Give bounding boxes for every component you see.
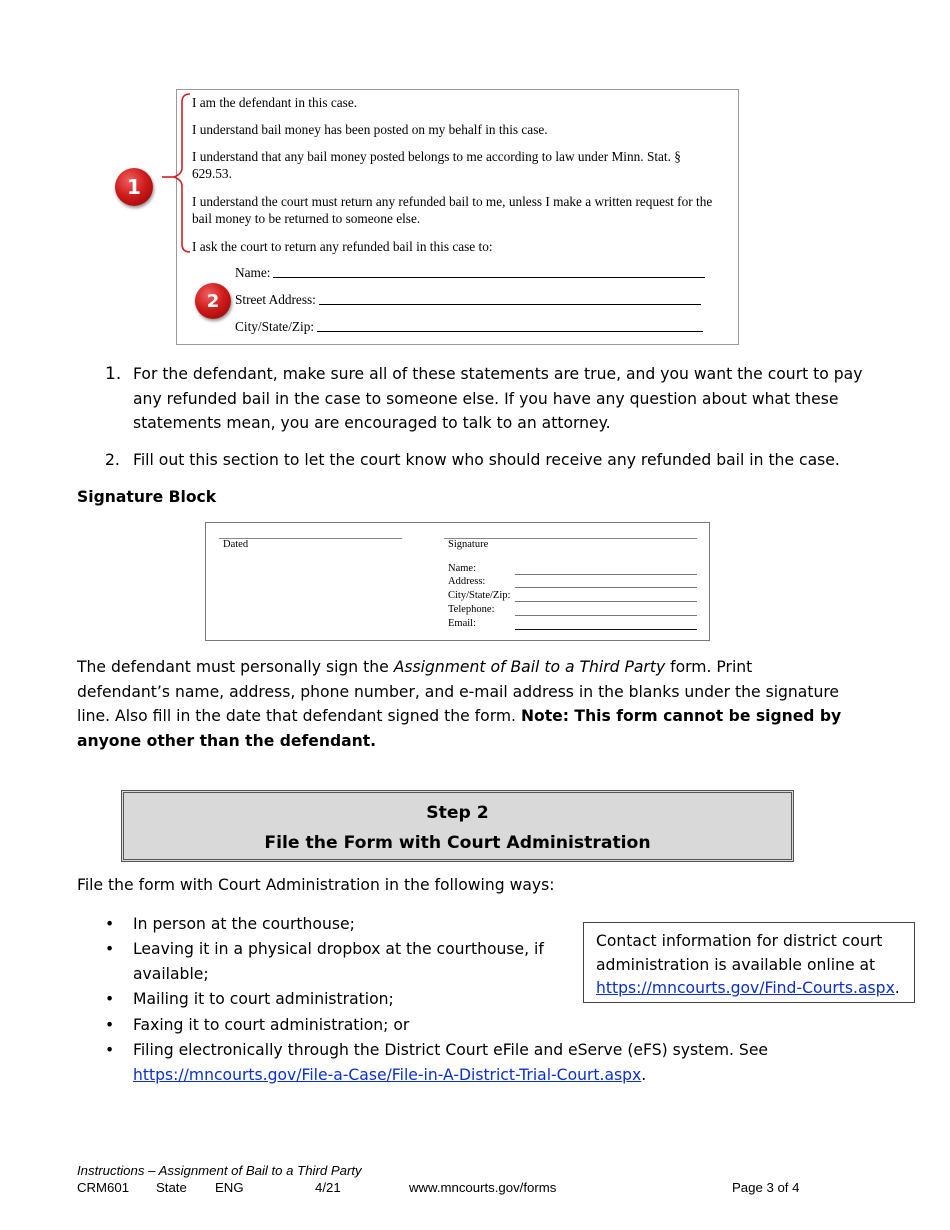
statement-court-return: I understand the court must return any refunded bail to me, unless I make a written request for the bail money to be returned to someone else. — [192, 194, 713, 226]
find-courts-link[interactable]: https://mncourts.gov/Find-Courts.aspx — [596, 979, 895, 997]
instruction-item-2 — [105, 448, 865, 473]
file-method-5-link-line — [133, 1063, 833, 1088]
footer-date: 4/21 — [315, 1180, 341, 1195]
bullet-5: • — [105, 1041, 115, 1059]
bullet-4: • — [105, 1016, 115, 1034]
file-method-2-text: Leaving it in a physical dropbox at the courthouse, if available; — [133, 940, 544, 983]
item-2-text: Fill out this section to let the court know who should receive any refunded bail in the case. — [133, 451, 840, 469]
footer-state: State — [156, 1180, 187, 1195]
file-method-3-text: Mailing it to court administration; — [133, 990, 394, 1008]
footer-title: Instructions – Assignment of Bail to a Third Party — [77, 1163, 362, 1178]
bullet-2: • — [105, 940, 115, 958]
street-field-row — [235, 292, 701, 308]
statement-bail-posted: I understand bail money has been posted on my behalf in this case. — [192, 122, 548, 137]
step-2-banner — [121, 790, 794, 862]
form-name: Assignment of Bail to a Third Party — [393, 658, 666, 676]
street-label: Street Address: — [235, 292, 316, 307]
statement-bail-belongs: I understand that any bail money posted belongs to me according to law under Minn. Stat. § 629.53. — [192, 149, 681, 181]
signature-block-heading: Signature Block — [77, 488, 217, 506]
footer-page-number: Page 3 of 4 — [732, 1180, 800, 1195]
sig-name-label: Name: — [448, 563, 476, 574]
statement-defendant: I am the defendant in this case. — [192, 95, 358, 110]
file-method-5-text: Filing electronically through the District Court eFile and eServe (eFS) system. See — [133, 1041, 769, 1059]
sig-city-label: City/State/Zip: — [448, 590, 511, 601]
sign-note: Note: This form cannot be signed by anyone other than the defendant. — [77, 707, 842, 750]
callout-badge-2: 2 — [195, 283, 231, 319]
item-1-text: For the defendant, make sure all of these statements are true, and you want the court to pay any refunded bail in the case to someone else. If you have any question about what these statements mean, you are encouraged to talk to an attorney. — [133, 365, 863, 432]
bullet-3: • — [105, 990, 115, 1008]
sign-text-part1: The defendant must personally sign the — [77, 658, 394, 676]
callout-badge-1: 1 — [115, 168, 153, 206]
footer-website: www.mncourts.gov/forms — [409, 1180, 557, 1195]
sign-text-part2: form. Print defendant’s name, address, phone number, and e-mail address in the blanks under the signature line. Also fill in the date that defendant signed the form. — [77, 658, 840, 725]
sig-address-blank — [515, 587, 697, 588]
sig-name-blank — [515, 574, 697, 575]
sig-email-blank — [515, 629, 697, 630]
city-label: City/State/Zip: — [235, 319, 315, 334]
city-blank — [317, 331, 703, 332]
step-2-title: Step 2 — [426, 803, 489, 823]
bullet-1: • — [105, 915, 115, 933]
sig-email-label: Email: — [448, 618, 476, 629]
name-field-row — [235, 265, 705, 281]
signature-label: Signature — [448, 539, 489, 550]
bracket-annotation — [160, 90, 200, 260]
step-2-subtitle: File the Form with Court Administration — [264, 833, 651, 853]
signature-block-image — [205, 522, 710, 641]
footer-language: ENG — [215, 1180, 244, 1195]
item-2-number: 2. — [105, 451, 120, 469]
statement-ask-court: I ask the court to return any refunded bail in this case to: — [192, 239, 493, 254]
file-intro: File the form with Court Administration in the following ways: — [77, 876, 555, 894]
sig-telephone-blank — [515, 615, 697, 616]
contact-info-box — [583, 922, 915, 1003]
contact-text: Contact information for district court administration is available online at — [596, 932, 883, 974]
efile-link[interactable]: https://mncourts.gov/File-a-Case/File-in-A-District-Trial-Court.aspx — [133, 1065, 642, 1084]
sig-address-label: Address: — [448, 576, 486, 587]
footer-form-code: CRM601 — [77, 1180, 130, 1195]
dated-label: Dated — [223, 539, 249, 550]
item-1-number: 1. — [105, 364, 122, 384]
file-method-4-text: Faxing it to court administration; or — [133, 1016, 410, 1034]
sig-telephone-label: Telephone: — [448, 604, 495, 615]
name-blank — [273, 277, 705, 278]
street-blank — [319, 304, 701, 305]
name-label: Name: — [235, 265, 271, 280]
instruction-item-1 — [105, 362, 865, 437]
city-field-row — [235, 319, 703, 335]
form-excerpt-image — [176, 89, 739, 345]
efile-link-end: . — [641, 1065, 647, 1084]
sign-instructions-paragraph — [77, 655, 847, 753]
sig-city-blank — [515, 601, 697, 602]
contact-link-end: . — [894, 979, 900, 997]
file-method-1-text: In person at the courthouse; — [133, 915, 355, 933]
